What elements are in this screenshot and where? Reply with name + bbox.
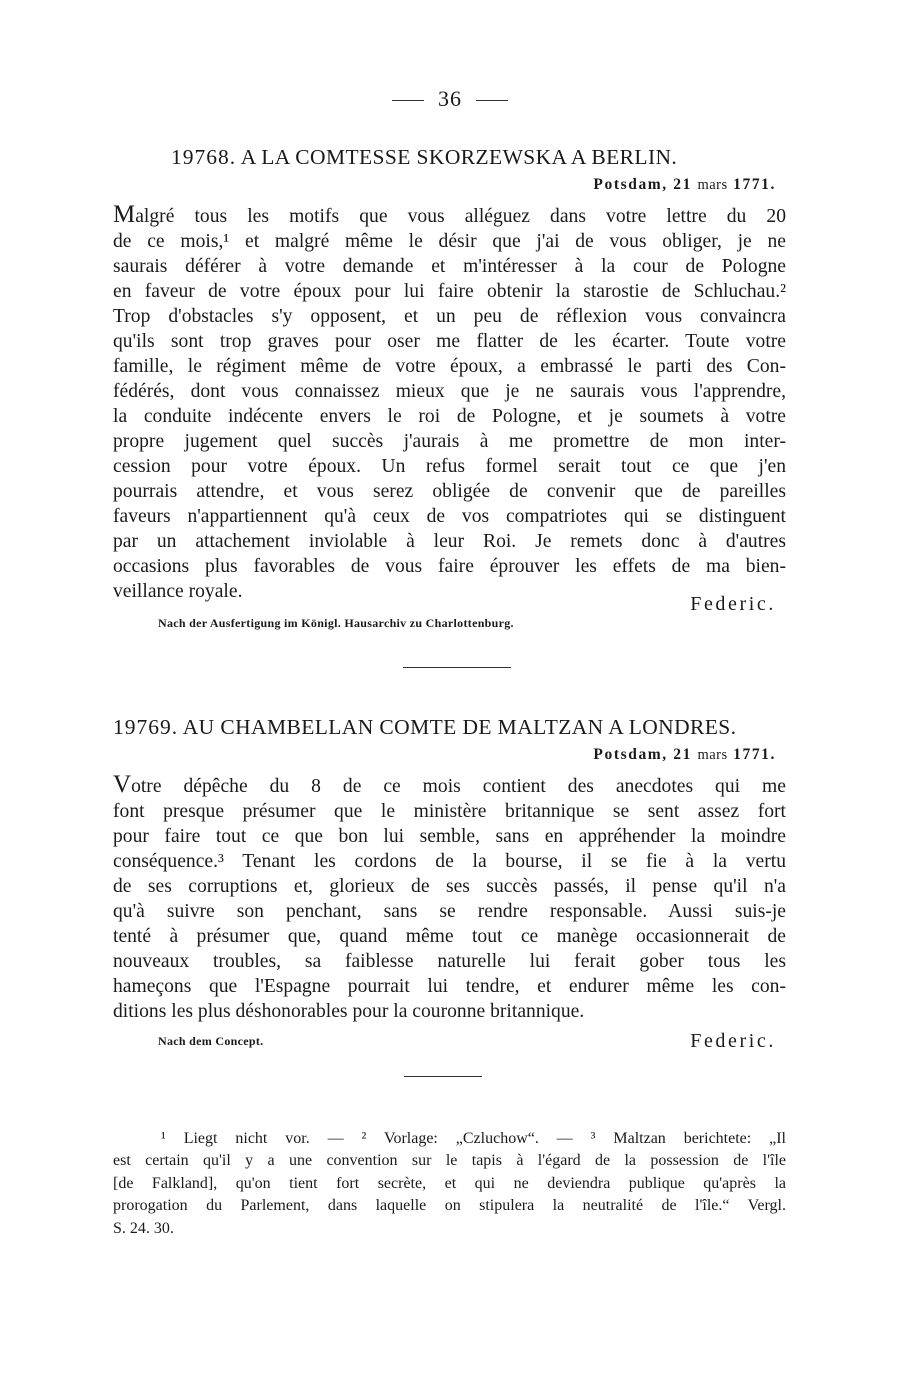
letter2-line: qu'à suivre son penchant, sans se rendre responsable. Aussi suis-je [113,901,786,922]
letter-2-dateline [593,746,776,764]
letter1-line: Trop d'obstacles s'y opposent, et un peu de réflexion vous convaincra [113,306,786,327]
footnotes-line: ¹ Liegt nicht vor. — ² Vorlage: „Czluchow“. — ³ Maltzan berichtete: „Il [161,1130,786,1147]
letter1-line: propre jugement quel succès j'aurais à me promettre de mon inter- [113,431,786,452]
letter-1-source: Nach der Ausfertigung im Königl. Hausarchiv zu Charlottenburg. [158,616,514,630]
letter-2-source: Nach dem Concept. [158,1034,264,1048]
letter1-line: par un attachement inviolable à leur Roi. Je remets donc à d'autres [113,531,786,552]
letter-1-year: 1771. [733,176,776,193]
letter1-line: pourrais attendre, et vous serez obligée de convenir que de pareilles [113,481,786,502]
page-number-value: 36 [438,86,462,111]
letter2-line: tenté à présumer que, quand même tout ce manège occasionnerait de [113,926,786,947]
letter-2-month: mars [697,747,728,763]
page-number-dash-left [392,100,424,101]
letter-2-signature: Federic. [690,1030,776,1052]
letter-1-title: A LA COMTESSE SKORZEWSKA A BERLIN. [240,145,678,169]
footnotes-line: [de Falkland], qu'on tient fort secrète, et qui ne deviendra publique qu'après la [113,1174,786,1192]
letter1-line: qu'ils sont trop graves pour oser me flatter de les écarter. Toute votre [113,331,786,352]
footnotes-line: prorogation du Parlement, dans laquelle on stipulera la neutralité de l'île.“ Vergl. [113,1197,786,1215]
letter1-initial: M [113,201,136,228]
letter-1-place: Potsdam, [593,176,668,193]
letter-1-month: mars [697,177,728,193]
section-divider [403,667,511,668]
letter-2-year: 1771. [733,746,776,763]
letter-2-number: 19769. [113,715,179,739]
footnote-divider [404,1076,482,1077]
letter-2-title: AU CHAMBELLAN COMTE DE MALTZAN A LONDRES. [182,715,737,739]
footnotes-line: est certain qu'il y a une convention sur le tapis à l'égard de la possession de l'île [113,1152,786,1170]
letter-1-number: 19768. [171,145,237,169]
letter-1-body [113,202,786,604]
page-number-dash-right [476,100,508,101]
letter1-line: cession pour votre époux. Un refus formel serait tout ce que j'en [113,456,786,477]
letter2-line: nouveaux troubles, sa faiblesse naturelle lui ferait gober tous les [113,951,786,972]
letter-1-signature: Federic. [690,593,776,615]
letter2-line: conséquence.³ Tenant les cordons de la bourse, il se fie à la vertu [113,851,786,872]
letter-2-heading [113,715,736,740]
letter-2-body [113,772,786,1024]
letter-2-place: Potsdam, [593,746,668,763]
letter1-line: la conduite indécente envers le roi de Pologne, et je soumets à votre [113,406,786,427]
letter-1-heading [171,145,677,170]
letter1-line: faveurs n'appartiennent qu'à ceux de vos compatriotes qui se distinguent [113,506,786,527]
letter2-line: font presque présumer que le ministère britannique se sent assez fort [113,801,786,822]
letter2-line: hameçons que l'Espagne pourrait lui tendre, et endurer même les con- [113,976,786,997]
footnotes-line: S. 24. 30. [113,1219,174,1237]
letter1-line: en faveur de votre époux pour lui faire obtenir la starostie de Schluchau.² [113,281,786,302]
letter-1-day: 21 [673,176,692,193]
letter-1-dateline [593,176,776,194]
letter-2-day: 21 [673,746,692,763]
letter1-line: veillance royale. [113,581,243,602]
letter2-line: de ses corruptions et, glorieux de ses succès passés, il pense qu'il n'a [113,876,786,897]
page-number [0,86,900,112]
footnotes [113,1128,786,1240]
letter1-line: fédérés, dont vous connaissez mieux que je ne saurais vous l'apprendre, [113,381,786,402]
letter1-line: saurais déférer à votre demande et m'intéresser à la cour de Pologne [113,256,786,277]
letter2-line: Votre dépêche du 8 de ce mois contient des anecdotes qui me [113,771,786,798]
letter2-line: ditions les plus déshonorables pour la couronne britannique. [113,1001,585,1022]
letter1-line: Malgré tous les motifs que vous alléguez dans votre lettre du 20 [113,201,786,228]
letter1-line: famille, le régiment même de votre époux, a embrassé le parti des Con- [113,356,786,377]
letter2-initial: V [113,771,132,798]
letter1-line: de ce mois,¹ et malgré même le désir que j'ai de vous obliger, je ne [113,231,786,252]
letter1-line: occasions plus favorables de vous faire éprouver les effets de ma bien- [113,556,786,577]
letter2-line: pour faire tout ce que bon lui semble, sans en appréhender la moindre [113,826,786,847]
